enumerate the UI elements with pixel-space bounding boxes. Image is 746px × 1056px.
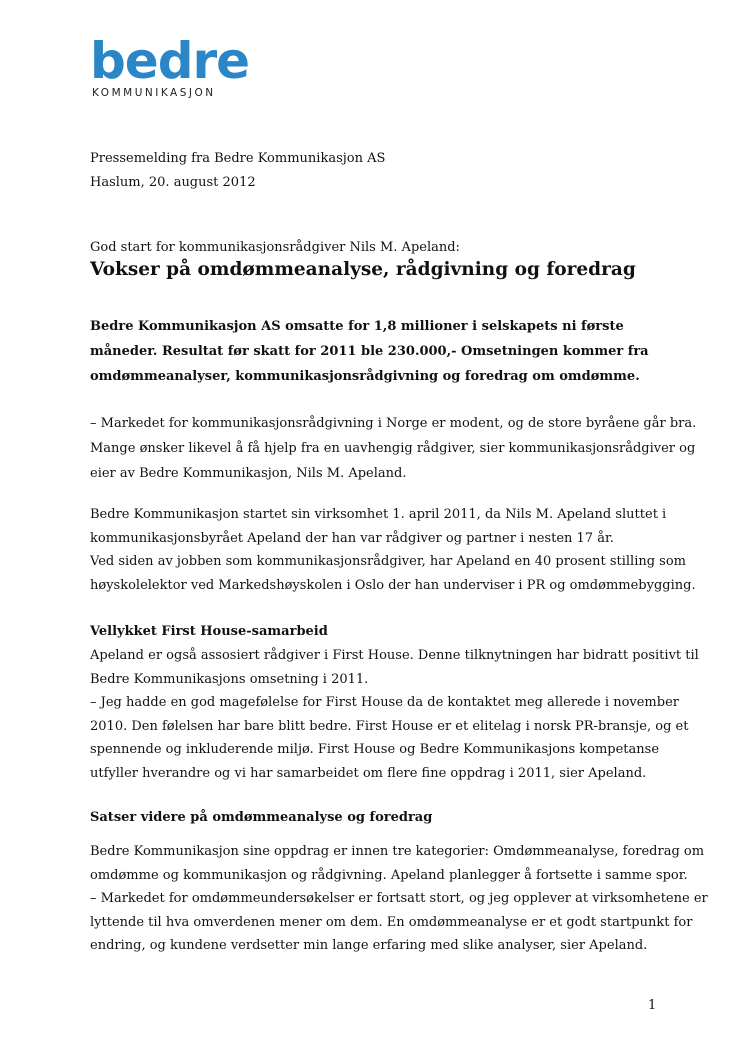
- section-heading-first-house: Vellykket First House-samarbeid: [90, 624, 328, 639]
- paragraph-line: – Markedet for kommunikasjonsrådgivning i Norge er modent, og de store byråene går bra.: [90, 416, 697, 431]
- paragraph-line: 2010. Den følelsen har bare blitt bedre. First House er et elitelag i norsk PR-bransje, og et: [90, 718, 689, 734]
- page-number: 1: [648, 998, 657, 1013]
- logo-subtitle: KOMMUNIKASJON: [92, 87, 216, 99]
- paragraph-line: Bedre Kommunikasjons omsetning i 2011.: [90, 671, 369, 687]
- meta-date: Haslum, 20. august 2012: [90, 175, 256, 190]
- paragraph-line: Bedre Kommunikasjon sine oppdrag er innen tre kategorier: Omdømmeanalyse, foredrag om: [90, 844, 705, 859]
- company-logo: [90, 32, 250, 104]
- lead-paragraph: [90, 314, 670, 389]
- paragraph-line: kommunikasjonsbyrået Apeland der han var rådgiver og partner i nesten 17 år.: [90, 530, 614, 546]
- paragraph-line: spennende og inkluderende miljø. First House og Bedre Kommunikasjons kompetanse: [90, 742, 660, 757]
- paragraph-line: eier av Bedre Kommunikasjon, Nils M. Apeland.: [90, 466, 407, 481]
- page-title: Vokser på omdømmeanalyse, rådgivning og foredrag: [90, 259, 636, 280]
- paragraph-line: Mange ønsker likevel å få hjelp fra en uavhengig rådgiver, sier kommunikasjonsrådgiver og: [90, 441, 696, 456]
- paragraph-line: Bedre Kommunikasjon startet sin virksomhet 1. april 2011, da Nils M. Apeland sluttet i: [90, 507, 667, 522]
- lead-line: Bedre Kommunikasjon AS omsatte for 1,8 millioner i selskapets ni første: [90, 319, 624, 334]
- paragraph-line: Apeland er også assosiert rådgiver i First House. Denne tilknytningen har bidratt positivt til: [90, 648, 699, 663]
- lead-line: omdømmeanalyser, kommunikasjonsrådgivning og foredrag om omdømme.: [90, 369, 640, 384]
- paragraph-line: endring, og kundene verdsetter min lange erfaring med slike analyser, sier Apeland.: [90, 938, 648, 953]
- paragraph-line: omdømme og kommunikasjon og rådgivning. Apeland planlegger å fortsette i samme spor.: [90, 867, 688, 883]
- paragraph-first-house: [90, 644, 699, 785]
- logo-wordmark: bedre: [90, 32, 250, 90]
- press-release-meta: [90, 147, 670, 195]
- section-heading-satser: Satser videre på omdømmeanalyse og foredrag: [90, 810, 433, 825]
- paragraph-line: lyttende til hva omverdenen mener om dem. En omdømmeanalyse er et godt startpunkt for: [90, 914, 693, 930]
- lead-line: måneder. Resultat før skatt for 2011 ble 230.000,- Omsetningen kommer fra: [90, 344, 649, 359]
- paragraph-background: [90, 503, 696, 597]
- paragraph-quote-market: [90, 411, 697, 486]
- paragraph-satser: [90, 840, 708, 958]
- paragraph-line: – Markedet for omdømmeundersøkelser er fortsatt stort, og jeg opplever at virksomhetene er: [90, 891, 708, 906]
- paragraph-line: høyskolelektor ved Markedshøyskolen i Oslo der han underviser i PR og omdømmebygging.: [90, 577, 696, 593]
- meta-source: Pressemelding fra Bedre Kommunikasjon AS: [90, 151, 386, 166]
- paragraph-line: – Jeg hadde en god magefølelse for First House da de kontaktet meg allerede i november: [90, 695, 679, 710]
- paragraph-line: utfyller hverandre og vi har samarbeidet om flere fine oppdrag i 2011, sier Apeland.: [90, 765, 647, 781]
- headline-kicker: God start for kommunikasjonsrådgiver Nils M. Apeland:: [90, 240, 460, 255]
- paragraph-line: Ved siden av jobben som kommunikasjonsrådgiver, har Apeland en 40 prosent stilling som: [90, 554, 687, 569]
